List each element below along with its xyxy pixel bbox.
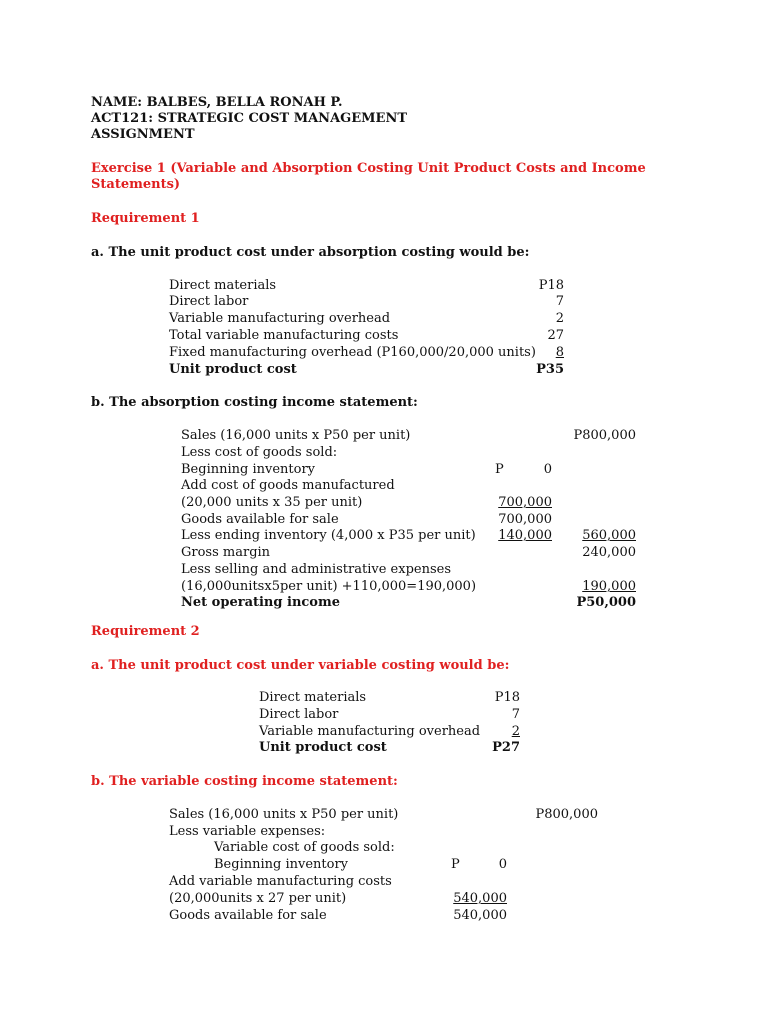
row-value: P18	[494, 690, 520, 705]
underlined-value: 190,000	[582, 579, 636, 594]
exercise-title-line1: Exercise 1 (Variable and Absorption Costing Unit Product Costs and Income	[91, 161, 646, 176]
row-label: Fixed manufacturing overhead (P160,000/20,000 units)	[169, 345, 536, 360]
row-value: 27	[547, 328, 564, 343]
underlined-value: 700,000	[498, 495, 552, 510]
stmt-beginning-inventory: Beginning inventory	[181, 462, 316, 477]
exercise-title-line2: Statements)	[91, 177, 181, 192]
requirement-2-heading: Requirement 2	[91, 624, 200, 639]
row-label: Direct labor	[169, 294, 249, 309]
underlined-value: 2	[511, 724, 520, 739]
stmt-units-35: (20,000 units x 35 per unit)	[181, 495, 363, 510]
stmt-add-cogm: Add cost of goods manufactured	[181, 478, 395, 493]
stmt-sales: Sales (16,000 units x P50 per unit)	[169, 807, 399, 822]
stmt-beginning-inventory: Beginning inventory	[214, 857, 349, 872]
req2-a-heading: a. The unit product cost under variable costing would be:	[91, 658, 510, 673]
stmt-sales: Sales (16,000 units x P50 per unit)	[181, 428, 411, 443]
course-title: ACT121: STRATEGIC COST MANAGEMENT	[91, 111, 408, 126]
stmt-sales-value: P800,000	[535, 807, 598, 822]
row-value: 7	[511, 707, 520, 722]
stmt-cogs-total	[560, 528, 636, 544]
stmt-units-27: (20,000units x 27 per unit)	[169, 891, 347, 906]
stmt-beginning-p: P	[451, 857, 460, 872]
stmt-beginning-value: 0	[543, 462, 552, 477]
row-label-total: Unit product cost	[169, 362, 297, 377]
row-value-total: P27	[492, 740, 520, 755]
stmt-less-ending: Less ending inventory (4,000 x P35 per unit)	[181, 528, 476, 543]
req1-b-heading: b. The absorption costing income statement:	[91, 395, 418, 410]
student-name: NAME: BALBES, BELLA RONAH P.	[91, 95, 343, 110]
stmt-sga-calc: (16,000unitsx5per unit) +110,000=190,000)	[181, 579, 477, 594]
stmt-gross-margin: Gross margin	[181, 545, 271, 560]
assignment-label: ASSIGNMENT	[91, 127, 195, 142]
row-value	[470, 724, 520, 740]
underlined-value: 540,000	[453, 891, 507, 906]
stmt-goods-available: Goods available for sale	[169, 908, 327, 923]
stmt-net-operating-income: Net operating income	[181, 595, 341, 610]
stmt-less-ending-value	[494, 528, 552, 544]
row-value: 2	[555, 311, 564, 326]
underlined-value: 560,000	[582, 528, 636, 543]
stmt-beginning-value: 0	[498, 857, 507, 872]
stmt-units-27-value	[449, 891, 507, 907]
stmt-units-35-value	[494, 495, 552, 511]
req2-b-heading: b. The variable costing income statement:	[91, 774, 398, 789]
req1-a-heading: a. The unit product cost under absorption costing would be:	[91, 245, 530, 260]
row-label: Total variable manufacturing costs	[169, 328, 399, 343]
stmt-less-sga: Less selling and administrative expenses	[181, 562, 451, 577]
row-label: Direct labor	[259, 707, 339, 722]
stmt-beginning-p: P	[495, 462, 504, 477]
stmt-net-operating-income-value: P50,000	[576, 595, 636, 610]
underlined-value: 8	[555, 345, 564, 360]
stmt-goods-available: Goods available for sale	[181, 512, 339, 527]
row-value: P18	[538, 278, 564, 293]
stmt-sga-value	[560, 579, 636, 595]
row-label-total: Unit product cost	[259, 740, 387, 755]
row-value: 7	[555, 294, 564, 309]
stmt-gross-margin-value: 240,000	[582, 545, 636, 560]
row-label: Direct materials	[259, 690, 367, 705]
requirement-1-heading: Requirement 1	[91, 211, 200, 226]
stmt-goods-available-value: 700,000	[498, 512, 552, 527]
stmt-less-cogs: Less cost of goods sold:	[181, 445, 338, 460]
stmt-variable-cogs: Variable cost of goods sold:	[214, 840, 395, 855]
stmt-sales-value: P800,000	[573, 428, 636, 443]
stmt-add-variable: Add variable manufacturing costs	[169, 874, 392, 889]
stmt-goods-available-value: 540,000	[453, 908, 507, 923]
stmt-less-variable: Less variable expenses:	[169, 824, 326, 839]
row-label: Variable manufacturing overhead	[169, 311, 391, 326]
row-value	[480, 345, 564, 361]
row-label: Direct materials	[169, 278, 277, 293]
row-value-total: P35	[536, 362, 564, 377]
underlined-value: 140,000	[498, 528, 552, 543]
row-label: Variable manufacturing overhead	[259, 724, 481, 739]
